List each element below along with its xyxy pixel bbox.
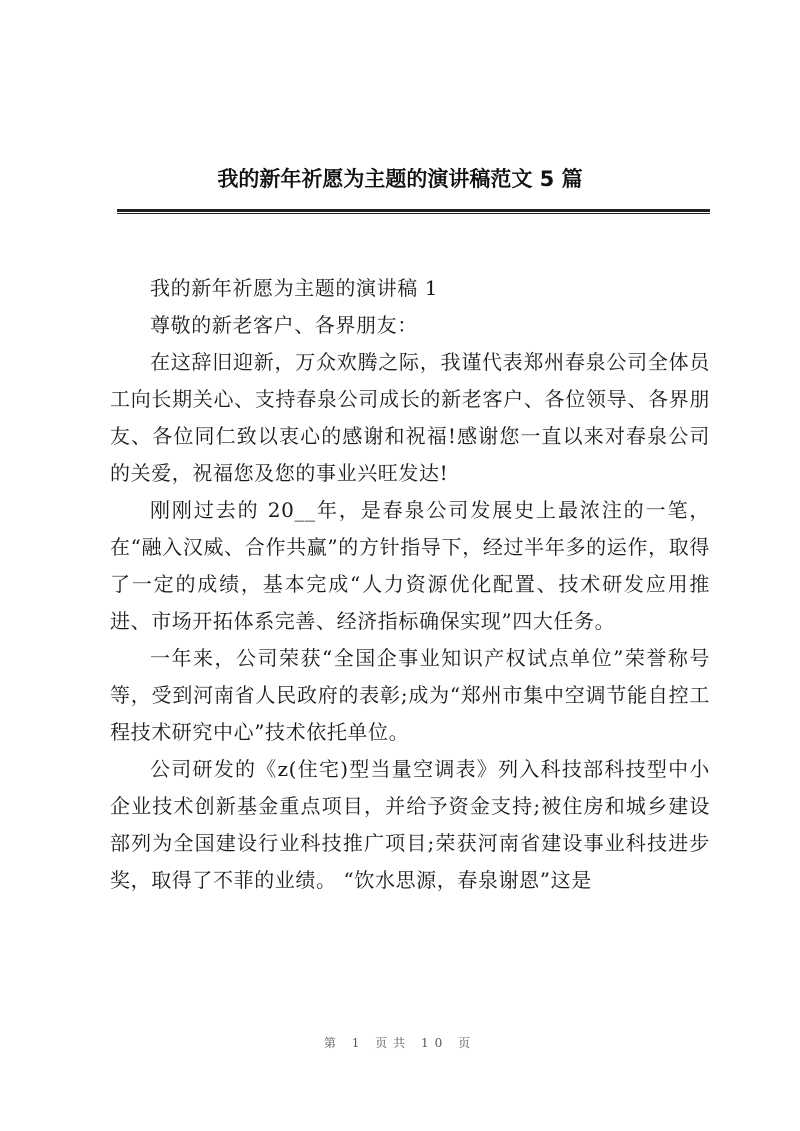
title-divider: [117, 209, 710, 214]
paragraph: 一年来，公司荣获“全国企事业知识产权试点单位”荣誉称号等，受到河南省人民政府的表彰;成为“郑州市集中空调节能自控工程技术研究中心”技术依托单位。: [110, 646, 710, 744]
document-body: [110, 270, 710, 899]
page-number-footer: 第 1 页共 10 页: [323, 1036, 477, 1050]
paragraph: 在这辞旧迎新，万众欢腾之际，我谨代表郑州春泉公司全体员工向长期关心、支持春泉公司成长的新老客户、各位领导、各界朋友、各位同仁致以衷心的感谢和祝福!感谢您一直以来对春泉公司的关爱，祝福您及您的事业兴旺发达!: [110, 350, 710, 485]
document-title: 我的新年祈愿为主题的演讲稿范文 5 篇: [217, 167, 583, 191]
section-heading: 我的新年祈愿为主题的演讲稿 1: [150, 276, 439, 300]
salutation: 尊敬的新老客户、各界朋友：: [150, 313, 418, 337]
paragraph: 公司研发的《z(住宅)型当量空调表》列入科技部科技型中小企业技术创新基金重点项目，并给予资金支持;被住房和城乡建设部列为全国建设行业科技推广项目;荣获河南省建设事业科技进步奖，取得了不菲的业绩。 “饮水思源，春泉谢恩”这是: [110, 757, 710, 892]
paragraph: 刚刚过去的 20__年，是春泉公司发展史上最浓注的一笔，在“融入汉威、合作共赢”的方针指导下，经过半年多的运作，取得了一定的成绩，基本完成“人力资源优化配置、技术研发应用推进、市场开拓体系完善、经济指标确保实现”四大任务。: [110, 498, 710, 633]
